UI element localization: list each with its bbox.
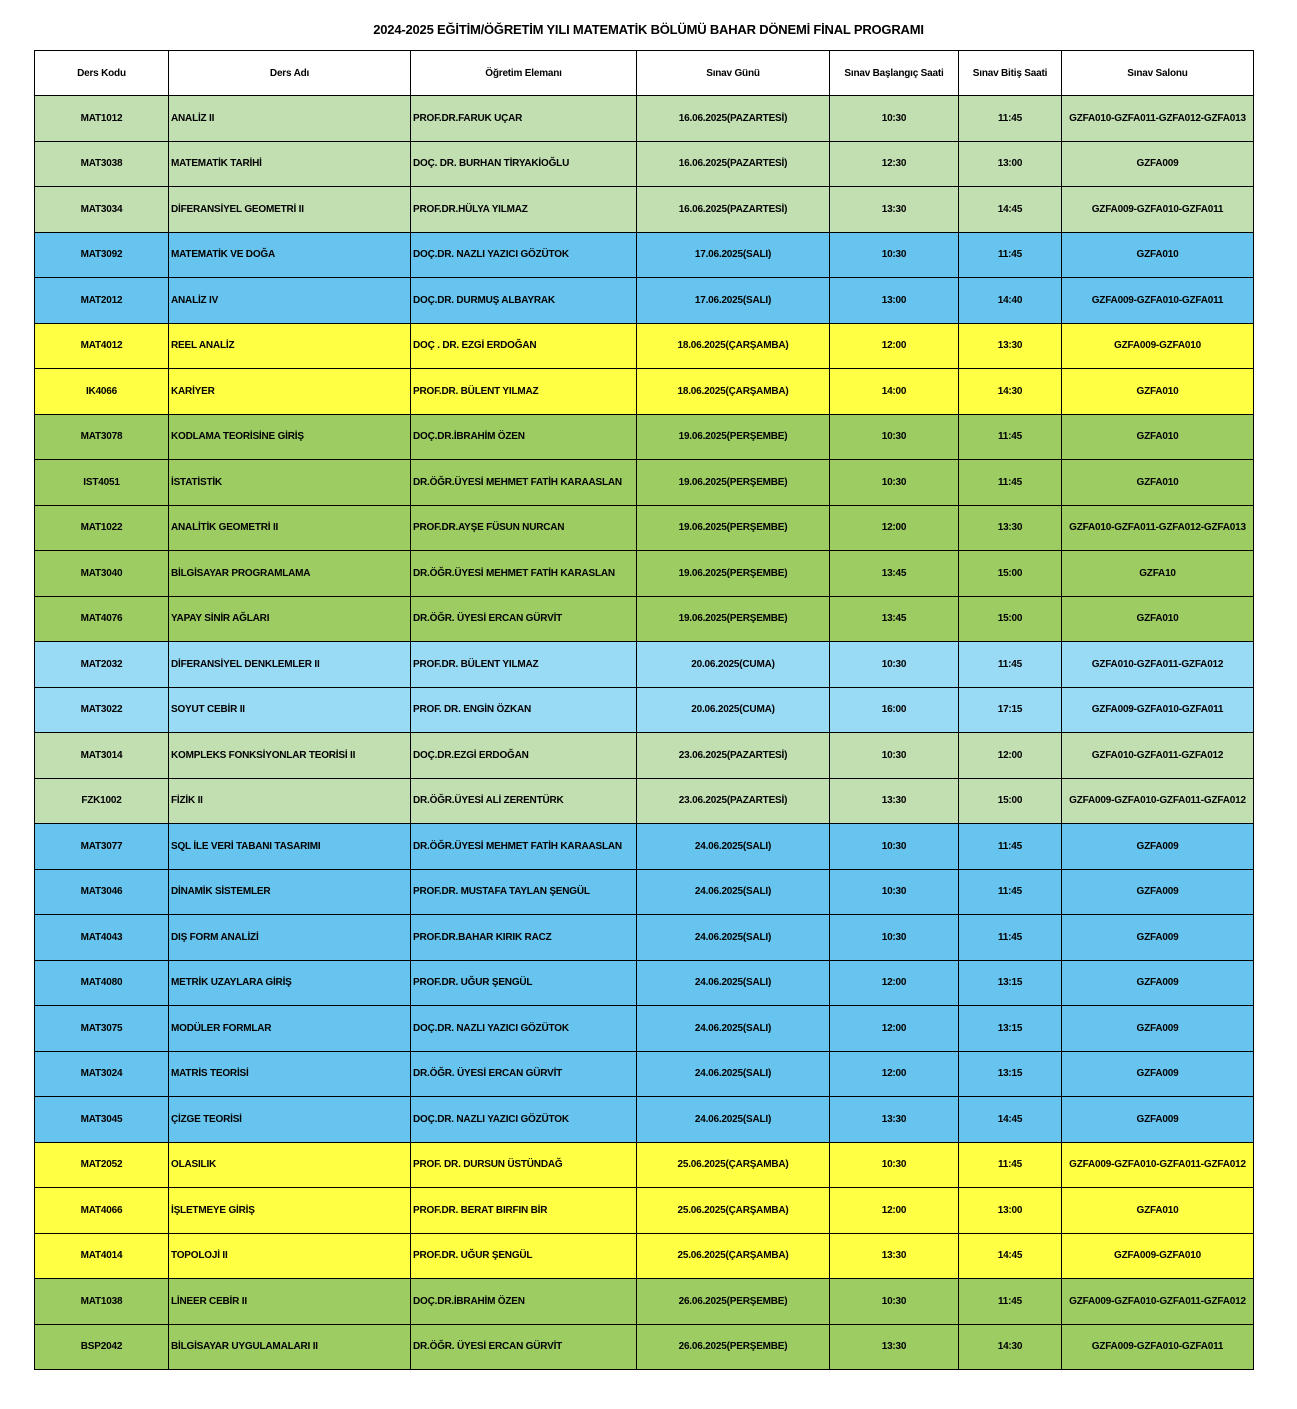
instructor-cell: PROF.DR.AYŞE FÜSUN NURCAN — [411, 505, 637, 551]
exam-day-cell: 26.06.2025(PERŞEMBE) — [637, 1324, 830, 1370]
table-row — [35, 642, 1254, 688]
exam-day-cell: 19.06.2025(PERŞEMBE) — [637, 460, 830, 506]
course-code-cell: IST4051 — [35, 460, 169, 506]
start-time-cell: 13:45 — [830, 596, 959, 642]
exam-room-cell: GZFA010-GZFA011-GZFA012-GZFA013 — [1062, 96, 1254, 142]
end-time-cell: 13:15 — [959, 960, 1062, 1006]
start-time-cell: 10:30 — [830, 414, 959, 460]
exam-room-cell: GZFA010 — [1062, 232, 1254, 278]
table-row — [35, 1324, 1254, 1370]
course-code-cell: IK4066 — [35, 369, 169, 415]
header-end-time: Sınav Bitiş Saati — [959, 51, 1062, 96]
table-row — [35, 596, 1254, 642]
table-row — [35, 323, 1254, 369]
course-code-cell: MAT4066 — [35, 1188, 169, 1234]
course-name-cell: FİZİK II — [169, 778, 411, 824]
end-time-cell: 13:00 — [959, 1188, 1062, 1234]
exam-day-cell: 19.06.2025(PERŞEMBE) — [637, 551, 830, 597]
table-row — [35, 1051, 1254, 1097]
table-row — [35, 915, 1254, 961]
instructor-cell: DOÇ . DR. EZGİ ERDOĞAN — [411, 323, 637, 369]
exam-room-cell: GZFA009-GZFA010-GZFA011-GZFA012 — [1062, 1279, 1254, 1325]
course-name-cell: MATRİS TEORİSİ — [169, 1051, 411, 1097]
instructor-cell: DOÇ. DR. BURHAN TİRYAKİOĞLU — [411, 141, 637, 187]
header-exam-day: Sınav Günü — [637, 51, 830, 96]
instructor-cell: DOÇ.DR. NAZLI YAZICI GÖZÜTOK — [411, 1097, 637, 1143]
end-time-cell: 11:45 — [959, 414, 1062, 460]
exam-room-cell: GZFA010-GZFA011-GZFA012 — [1062, 733, 1254, 779]
table-row — [35, 1188, 1254, 1234]
table-row — [35, 733, 1254, 779]
course-code-cell: MAT3077 — [35, 824, 169, 870]
end-time-cell: 15:00 — [959, 596, 1062, 642]
instructor-cell: DR.ÖĞR.ÜYESİ MEHMET FATİH KARASLAN — [411, 551, 637, 597]
start-time-cell: 10:30 — [830, 733, 959, 779]
table-row — [35, 551, 1254, 597]
exam-day-cell: 19.06.2025(PERŞEMBE) — [637, 505, 830, 551]
start-time-cell: 12:00 — [830, 1188, 959, 1234]
start-time-cell: 10:30 — [830, 824, 959, 870]
header-start-time: Sınav Başlangıç Saati — [830, 51, 959, 96]
exam-day-cell: 26.06.2025(PERŞEMBE) — [637, 1279, 830, 1325]
end-time-cell: 13:30 — [959, 505, 1062, 551]
exam-room-cell: GZFA009 — [1062, 960, 1254, 1006]
exam-room-cell: GZFA009-GZFA010-GZFA011 — [1062, 687, 1254, 733]
end-time-cell: 11:45 — [959, 915, 1062, 961]
table-row — [35, 505, 1254, 551]
exam-day-cell: 24.06.2025(SALI) — [637, 869, 830, 915]
course-name-cell: MATEMATİK VE DOĞA — [169, 232, 411, 278]
instructor-cell: DR.ÖĞR. ÜYESİ ERCAN GÜRVİT — [411, 1324, 637, 1370]
exam-room-cell: GZFA010 — [1062, 460, 1254, 506]
course-code-cell: MAT3092 — [35, 232, 169, 278]
end-time-cell: 11:45 — [959, 1279, 1062, 1325]
instructor-cell: PROF.DR. UĞUR ŞENGÜL — [411, 960, 637, 1006]
instructor-cell: DOÇ.DR. NAZLI YAZICI GÖZÜTOK — [411, 232, 637, 278]
exam-room-cell: GZFA009 — [1062, 824, 1254, 870]
exam-day-cell: 16.06.2025(PAZARTESİ) — [637, 187, 830, 233]
exam-room-cell: GZFA10 — [1062, 551, 1254, 597]
start-time-cell: 16:00 — [830, 687, 959, 733]
exam-day-cell: 16.06.2025(PAZARTESİ) — [637, 96, 830, 142]
instructor-cell: PROF.DR.BAHAR KIRIK RACZ — [411, 915, 637, 961]
exam-room-cell: GZFA010-GZFA011-GZFA012 — [1062, 642, 1254, 688]
start-time-cell: 14:00 — [830, 369, 959, 415]
exam-day-cell: 24.06.2025(SALI) — [637, 1006, 830, 1052]
table-row — [35, 96, 1254, 142]
end-time-cell: 14:45 — [959, 1097, 1062, 1143]
table-row — [35, 1097, 1254, 1143]
page-title: 2024-2025 EĞİTİM/ÖĞRETİM YILI MATEMATİK BÖLÜMÜ BAHAR DÖNEMİ FİNAL PROGRAMI — [373, 22, 924, 37]
end-time-cell: 11:45 — [959, 232, 1062, 278]
course-name-cell: İŞLETMEYE GİRİŞ — [169, 1188, 411, 1234]
end-time-cell: 14:30 — [959, 369, 1062, 415]
table-row — [35, 1279, 1254, 1325]
start-time-cell: 12:00 — [830, 1006, 959, 1052]
course-code-cell: MAT4076 — [35, 596, 169, 642]
instructor-cell: PROF.DR. BERAT BIRFIN BİR — [411, 1188, 637, 1234]
course-code-cell: MAT3022 — [35, 687, 169, 733]
course-name-cell: KODLAMA TEORİSİNE GİRİŞ — [169, 414, 411, 460]
exam-day-cell: 25.06.2025(ÇARŞAMBA) — [637, 1142, 830, 1188]
start-time-cell: 10:30 — [830, 232, 959, 278]
start-time-cell: 10:30 — [830, 1142, 959, 1188]
course-name-cell: KARİYER — [169, 369, 411, 415]
header-row — [35, 51, 1254, 96]
header-exam-room: Sınav Salonu — [1062, 51, 1254, 96]
exam-room-cell: GZFA009 — [1062, 915, 1254, 961]
table-row — [35, 232, 1254, 278]
instructor-cell: DOÇ.DR.İBRAHİM ÖZEN — [411, 414, 637, 460]
table-row — [35, 1233, 1254, 1279]
course-code-cell: MAT4012 — [35, 323, 169, 369]
course-code-cell: MAT2012 — [35, 278, 169, 324]
exam-day-cell: 17.06.2025(SALI) — [637, 278, 830, 324]
exam-day-cell: 23.06.2025(PAZARTESİ) — [637, 733, 830, 779]
start-time-cell: 10:30 — [830, 869, 959, 915]
header-instructor: Öğretim Elemanı — [411, 51, 637, 96]
start-time-cell: 13:30 — [830, 1324, 959, 1370]
exam-day-cell: 18.06.2025(ÇARŞAMBA) — [637, 369, 830, 415]
course-name-cell: TOPOLOJİ II — [169, 1233, 411, 1279]
exam-room-cell: GZFA009-GZFA010 — [1062, 323, 1254, 369]
instructor-cell: DR.ÖĞR. ÜYESİ ERCAN GÜRVİT — [411, 1051, 637, 1097]
exam-day-cell: 24.06.2025(SALI) — [637, 960, 830, 1006]
start-time-cell: 13:30 — [830, 778, 959, 824]
course-code-cell: MAT2052 — [35, 1142, 169, 1188]
end-time-cell: 11:45 — [959, 642, 1062, 688]
exam-day-cell: 25.06.2025(ÇARŞAMBA) — [637, 1188, 830, 1234]
start-time-cell: 13:45 — [830, 551, 959, 597]
course-name-cell: OLASILIK — [169, 1142, 411, 1188]
header-course-name: Ders Adı — [169, 51, 411, 96]
course-code-cell: MAT3034 — [35, 187, 169, 233]
course-name-cell: DİNAMİK SİSTEMLER — [169, 869, 411, 915]
exam-room-cell: GZFA009-GZFA010-GZFA011 — [1062, 187, 1254, 233]
end-time-cell: 11:45 — [959, 1142, 1062, 1188]
end-time-cell: 17:15 — [959, 687, 1062, 733]
exam-day-cell: 20.06.2025(CUMA) — [637, 642, 830, 688]
course-name-cell: BİLGİSAYAR PROGRAMLAMA — [169, 551, 411, 597]
header-course-code: Ders Kodu — [35, 51, 169, 96]
end-time-cell: 13:30 — [959, 323, 1062, 369]
exam-room-cell: GZFA010 — [1062, 369, 1254, 415]
start-time-cell: 12:00 — [830, 323, 959, 369]
instructor-cell: PROF.DR. UĞUR ŞENGÜL — [411, 1233, 637, 1279]
course-name-cell: ÇİZGE TEORİSİ — [169, 1097, 411, 1143]
table-row — [35, 414, 1254, 460]
table-row — [35, 141, 1254, 187]
course-code-cell: MAT3045 — [35, 1097, 169, 1143]
course-name-cell: LİNEER CEBİR II — [169, 1279, 411, 1325]
instructor-cell: PROF.DR.FARUK UÇAR — [411, 96, 637, 142]
course-name-cell: METRİK UZAYLARA GİRİŞ — [169, 960, 411, 1006]
course-name-cell: KOMPLEKS FONKSİYONLAR TEORİSİ II — [169, 733, 411, 779]
table-row — [35, 1006, 1254, 1052]
end-time-cell: 13:15 — [959, 1006, 1062, 1052]
course-code-cell: MAT1012 — [35, 96, 169, 142]
instructor-cell: DOÇ.DR.EZGİ ERDOĞAN — [411, 733, 637, 779]
end-time-cell: 14:45 — [959, 1233, 1062, 1279]
exam-room-cell: GZFA009-GZFA010-GZFA011 — [1062, 278, 1254, 324]
instructor-cell: PROF. DR. DURSUN ÜSTÜNDAĞ — [411, 1142, 637, 1188]
exam-room-cell: GZFA010 — [1062, 414, 1254, 460]
course-name-cell: ANALİTİK GEOMETRİ II — [169, 505, 411, 551]
end-time-cell: 11:45 — [959, 460, 1062, 506]
end-time-cell: 12:00 — [959, 733, 1062, 779]
end-time-cell: 15:00 — [959, 551, 1062, 597]
end-time-cell: 13:00 — [959, 141, 1062, 187]
instructor-cell: PROF.DR.HÜLYA YILMAZ — [411, 187, 637, 233]
table-row — [35, 460, 1254, 506]
instructor-cell: DR.ÖĞR.ÜYESİ MEHMET FATİH KARAASLAN — [411, 460, 637, 506]
course-code-cell: MAT4043 — [35, 915, 169, 961]
exam-day-cell: 18.06.2025(ÇARŞAMBA) — [637, 323, 830, 369]
table-row — [35, 687, 1254, 733]
course-code-cell: MAT3014 — [35, 733, 169, 779]
table-row — [35, 960, 1254, 1006]
course-name-cell: REEL ANALİZ — [169, 323, 411, 369]
table-row — [35, 824, 1254, 870]
end-time-cell: 11:45 — [959, 869, 1062, 915]
start-time-cell: 10:30 — [830, 1279, 959, 1325]
exam-day-cell: 19.06.2025(PERŞEMBE) — [637, 414, 830, 460]
end-time-cell: 11:45 — [959, 824, 1062, 870]
table-row — [35, 369, 1254, 415]
course-code-cell: MAT4014 — [35, 1233, 169, 1279]
course-code-cell: MAT3024 — [35, 1051, 169, 1097]
table-row — [35, 778, 1254, 824]
start-time-cell: 13:30 — [830, 187, 959, 233]
start-time-cell: 13:30 — [830, 1233, 959, 1279]
course-name-cell: İSTATİSTİK — [169, 460, 411, 506]
start-time-cell: 10:30 — [830, 642, 959, 688]
exam-day-cell: 19.06.2025(PERŞEMBE) — [637, 596, 830, 642]
exam-day-cell: 24.06.2025(SALI) — [637, 915, 830, 961]
exam-room-cell: GZFA010 — [1062, 596, 1254, 642]
exam-room-cell: GZFA009 — [1062, 1097, 1254, 1143]
start-time-cell: 10:30 — [830, 915, 959, 961]
exam-schedule-table — [34, 50, 1254, 1370]
start-time-cell: 10:30 — [830, 460, 959, 506]
exam-day-cell: 25.06.2025(ÇARŞAMBA) — [637, 1233, 830, 1279]
instructor-cell: DOÇ.DR. NAZLI YAZICI GÖZÜTOK — [411, 1006, 637, 1052]
start-time-cell: 13:00 — [830, 278, 959, 324]
course-code-cell: MAT3046 — [35, 869, 169, 915]
exam-room-cell: GZFA009 — [1062, 1006, 1254, 1052]
course-name-cell: YAPAY SİNİR AĞLARI — [169, 596, 411, 642]
start-time-cell: 12:00 — [830, 505, 959, 551]
instructor-cell: PROF.DR. MUSTAFA TAYLAN ŞENGÜL — [411, 869, 637, 915]
table-row — [35, 1142, 1254, 1188]
start-time-cell: 12:00 — [830, 1051, 959, 1097]
course-code-cell: MAT2032 — [35, 642, 169, 688]
exam-room-cell: GZFA009 — [1062, 1051, 1254, 1097]
exam-room-cell: GZFA010 — [1062, 1188, 1254, 1234]
exam-room-cell: GZFA009-GZFA010-GZFA011-GZFA012 — [1062, 778, 1254, 824]
instructor-cell: PROF.DR. BÜLENT YILMAZ — [411, 369, 637, 415]
course-name-cell: MODÜLER FORMLAR — [169, 1006, 411, 1052]
end-time-cell: 14:40 — [959, 278, 1062, 324]
exam-day-cell: 24.06.2025(SALI) — [637, 1051, 830, 1097]
course-code-cell: MAT4080 — [35, 960, 169, 1006]
course-name-cell: ANALİZ II — [169, 96, 411, 142]
exam-room-cell: GZFA009-GZFA010 — [1062, 1233, 1254, 1279]
end-time-cell: 14:30 — [959, 1324, 1062, 1370]
course-code-cell: MAT3040 — [35, 551, 169, 597]
exam-room-cell: GZFA009-GZFA010-GZFA011 — [1062, 1324, 1254, 1370]
instructor-cell: DOÇ.DR. DURMUŞ ALBAYRAK — [411, 278, 637, 324]
exam-day-cell: 20.06.2025(CUMA) — [637, 687, 830, 733]
table-row — [35, 187, 1254, 233]
end-time-cell: 15:00 — [959, 778, 1062, 824]
exam-room-cell: GZFA010-GZFA011-GZFA012-GZFA013 — [1062, 505, 1254, 551]
start-time-cell: 12:00 — [830, 960, 959, 1006]
course-name-cell: ANALİZ IV — [169, 278, 411, 324]
course-code-cell: MAT1022 — [35, 505, 169, 551]
course-name-cell: DIŞ FORM ANALİZİ — [169, 915, 411, 961]
course-name-cell: BİLGİSAYAR UYGULAMALARI II — [169, 1324, 411, 1370]
course-code-cell: FZK1002 — [35, 778, 169, 824]
instructor-cell: PROF. DR. ENGİN ÖZKAN — [411, 687, 637, 733]
exam-day-cell: 23.06.2025(PAZARTESİ) — [637, 778, 830, 824]
instructor-cell: DOÇ.DR.İBRAHİM ÖZEN — [411, 1279, 637, 1325]
instructor-cell: DR.ÖĞR.ÜYESİ MEHMET FATİH KARAASLAN — [411, 824, 637, 870]
table-row — [35, 869, 1254, 915]
course-code-cell: MAT3078 — [35, 414, 169, 460]
exam-day-cell: 24.06.2025(SALI) — [637, 824, 830, 870]
start-time-cell: 13:30 — [830, 1097, 959, 1143]
end-time-cell: 13:15 — [959, 1051, 1062, 1097]
end-time-cell: 14:45 — [959, 187, 1062, 233]
instructor-cell: DR.ÖĞR.ÜYESİ ALİ ZERENTÜRK — [411, 778, 637, 824]
course-code-cell: MAT3075 — [35, 1006, 169, 1052]
course-name-cell: SQL İLE VERİ TABANI TASARIMI — [169, 824, 411, 870]
instructor-cell: PROF.DR. BÜLENT YILMAZ — [411, 642, 637, 688]
course-name-cell: DİFERANSİYEL DENKLEMLER II — [169, 642, 411, 688]
exam-room-cell: GZFA009 — [1062, 141, 1254, 187]
table-body — [35, 96, 1254, 1370]
exam-day-cell: 16.06.2025(PAZARTESİ) — [637, 141, 830, 187]
start-time-cell: 12:30 — [830, 141, 959, 187]
course-code-cell: BSP2042 — [35, 1324, 169, 1370]
exam-room-cell: GZFA009 — [1062, 869, 1254, 915]
start-time-cell: 10:30 — [830, 96, 959, 142]
course-name-cell: SOYUT CEBİR II — [169, 687, 411, 733]
course-name-cell: MATEMATİK TARİHİ — [169, 141, 411, 187]
table-row — [35, 278, 1254, 324]
course-name-cell: DİFERANSİYEL GEOMETRİ II — [169, 187, 411, 233]
end-time-cell: 11:45 — [959, 96, 1062, 142]
exam-day-cell: 17.06.2025(SALI) — [637, 232, 830, 278]
instructor-cell: DR.ÖĞR. ÜYESİ ERCAN GÜRVİT — [411, 596, 637, 642]
exam-day-cell: 24.06.2025(SALI) — [637, 1097, 830, 1143]
exam-room-cell: GZFA009-GZFA010-GZFA011-GZFA012 — [1062, 1142, 1254, 1188]
course-code-cell: MAT3038 — [35, 141, 169, 187]
course-code-cell: MAT1038 — [35, 1279, 169, 1325]
